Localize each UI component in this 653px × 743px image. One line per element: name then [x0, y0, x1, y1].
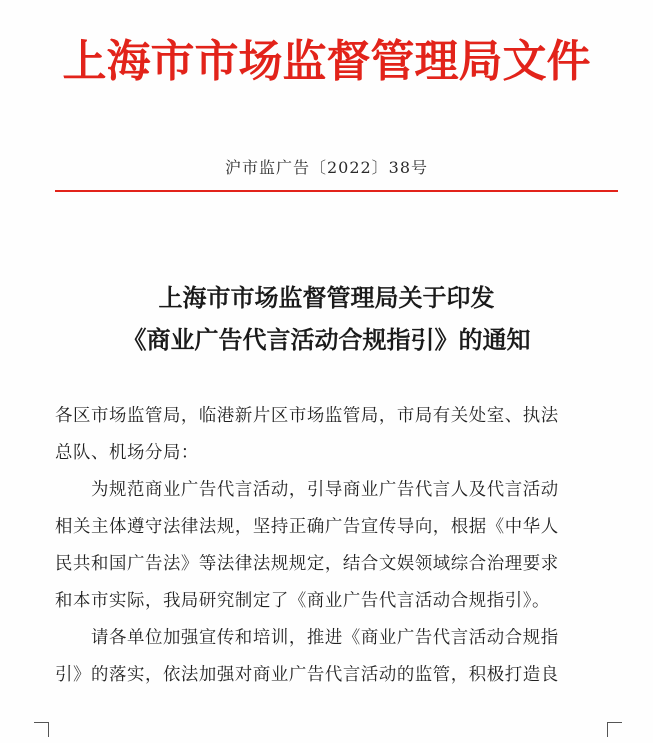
body-line: 各区市场监管局，临港新片区市场监管局，市局有关处室、执法: [55, 406, 559, 426]
body-line: 总队、机场分局：: [55, 443, 199, 463]
notice-body: [55, 398, 618, 694]
body-line: 请各单位加强宣传和培训，推进《商业广告代言活动合规指: [55, 628, 559, 648]
red-divider-line: [55, 190, 618, 192]
issuing-authority-header: 上海市市场监督管理局文件: [62, 36, 591, 87]
body-line: 民共和国广告法》等法律法规规定，结合文娱领域综合治理要求: [55, 554, 559, 574]
notice-title: [0, 280, 653, 358]
body-line: 和本市实际，我局研究制定了《商业广告代言活动合规指引》。: [55, 591, 551, 611]
body-line: 引》的落实，依法加强对商业广告代言活动的监管，积极打造良: [55, 665, 559, 685]
crop-mark-left: [34, 722, 49, 737]
crop-mark-right: [607, 722, 622, 737]
body-line: 为规范商业广告代言活动，引导商业广告代言人及代言活动: [55, 480, 559, 500]
body-line: 相关主体遵守法律法规，坚持正确广告宣传导向，根据《中华人: [55, 517, 559, 537]
notice-title-line-2: 《商业广告代言活动合规指引》的通知: [122, 325, 531, 354]
document-number: 沪市监广告〔2022〕38号: [224, 158, 429, 177]
notice-title-line-1: 上海市市场监督管理局关于印发: [158, 283, 495, 312]
